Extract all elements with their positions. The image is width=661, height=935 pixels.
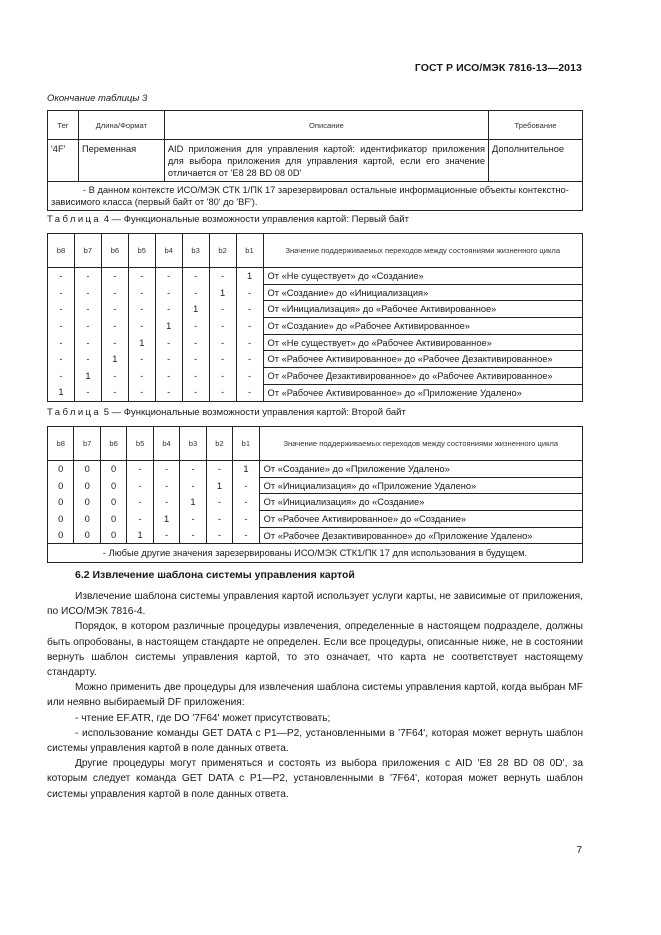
bit-cell: - <box>182 268 209 285</box>
bit-cell: - <box>153 461 179 478</box>
bit-cell: 0 <box>74 477 100 494</box>
bit-cell: - <box>128 284 155 301</box>
bit-cell: 1 <box>236 268 263 285</box>
section-body <box>47 589 583 802</box>
table3-cell-length: Переменная <box>78 140 164 182</box>
bit-header-b5: b5 <box>128 234 155 268</box>
transition-cell: От «Не существует» до «Создание» <box>263 268 583 285</box>
page-number: 7 <box>576 845 582 856</box>
bit-cell: - <box>206 461 232 478</box>
bit-cell: - <box>74 384 101 401</box>
bit-cell: - <box>74 268 101 285</box>
table3-col-length: Длина/Формат <box>78 111 164 140</box>
table-row <box>48 461 583 478</box>
table-3 <box>47 110 583 211</box>
bit-cell: 1 <box>155 318 182 335</box>
bit-cell: - <box>127 477 153 494</box>
bit-cell: - <box>233 494 259 511</box>
bit-cell: - <box>182 384 209 401</box>
bit-cell: - <box>155 368 182 385</box>
table3-cell-description: AID приложения для управления картой: идентификатор приложения для выбора приложения для управления картой, если его значение отличается от 'E8 28 BD 08 0D' <box>164 140 488 182</box>
bit-cell: - <box>128 384 155 401</box>
bit-cell: 1 <box>101 351 128 368</box>
bit-cell: - <box>182 284 209 301</box>
bit-cell: - <box>101 334 128 351</box>
bit-cell: - <box>236 368 263 385</box>
bit-cell: - <box>48 301 75 318</box>
list-item: - чтение EF.ATR, где DO '7F64' может присутствовать; <box>75 712 331 724</box>
bit-cell: 0 <box>100 494 126 511</box>
bit-header-b7: b7 <box>74 234 101 268</box>
bit-cell: - <box>101 368 128 385</box>
bit-cell: 1 <box>233 461 259 478</box>
bit-cell: 1 <box>180 494 206 511</box>
bit-header-b6: b6 <box>100 427 126 461</box>
bit-header-b4: b4 <box>153 427 179 461</box>
table5-header-row <box>48 427 583 461</box>
bit-cell: - <box>236 334 263 351</box>
bit-cell: - <box>209 301 236 318</box>
transition-cell: От «Не существует» до «Рабочее Активированное» <box>263 334 583 351</box>
bit-cell: - <box>127 511 153 528</box>
bit-cell: 1 <box>206 477 232 494</box>
bit-header-b3: b3 <box>182 234 209 268</box>
bit-cell: - <box>153 527 179 544</box>
bit-cell: - <box>48 351 75 368</box>
bit-cell: - <box>48 368 75 385</box>
bit-cell: - <box>155 351 182 368</box>
bit-cell: - <box>206 494 232 511</box>
bit-cell: - <box>236 301 263 318</box>
bit-cell: - <box>48 284 75 301</box>
bit-header-b8: b8 <box>48 427 74 461</box>
table3-cell-tag: '4F' <box>48 140 79 182</box>
table-row <box>48 384 583 401</box>
bit-cell: - <box>101 268 128 285</box>
bit-cell: - <box>128 368 155 385</box>
bit-cell: 1 <box>182 301 209 318</box>
bit-cell: - <box>155 334 182 351</box>
table-row <box>48 334 583 351</box>
bit-cell: - <box>153 477 179 494</box>
bit-cell: - <box>236 284 263 301</box>
bit-header-b1: b1 <box>233 427 259 461</box>
bit-cell: - <box>128 301 155 318</box>
standard-header: ГОСТ Р ИСО/МЭК 7816-13—2013 <box>414 62 582 74</box>
transition-header: Значение поддерживаемых переходов между состояниями жизненного цикла <box>263 234 583 268</box>
transition-cell: От «Рабочее Дезактивированное» до «Приложение Удалено» <box>259 527 582 544</box>
bit-cell: 0 <box>100 477 126 494</box>
table-row <box>48 301 583 318</box>
table4-caption-word: Таблица <box>47 214 102 225</box>
bit-cell: - <box>74 351 101 368</box>
bit-cell: - <box>180 461 206 478</box>
bit-cell: - <box>101 301 128 318</box>
table-row <box>48 511 583 528</box>
bit-header-b7: b7 <box>74 427 100 461</box>
paragraph: Можно применить две процедуры для извлечения шаблона системы управления картой, когда выбран MF или неявно выбираемый DF приложения: <box>47 682 583 709</box>
bit-header-b2: b2 <box>209 234 236 268</box>
table-row <box>48 477 583 494</box>
bit-cell: - <box>127 461 153 478</box>
bit-cell: - <box>233 511 259 528</box>
table-row <box>48 284 583 301</box>
bit-header-b4: b4 <box>155 234 182 268</box>
table4-caption <box>47 214 409 225</box>
bit-cell: - <box>236 384 263 401</box>
bit-cell: - <box>209 334 236 351</box>
bit-header-b3: b3 <box>180 427 206 461</box>
bit-cell: 1 <box>209 284 236 301</box>
bit-cell: - <box>236 318 263 335</box>
table3-col-requirement: Требование <box>489 111 583 140</box>
transition-cell: От «Рабочее Дезактивированное» до «Рабочее Активированное» <box>263 368 583 385</box>
table4-caption-rest: 4 — Функциональные возможности управления картой: Первый байт <box>101 214 409 225</box>
bit-cell: - <box>182 334 209 351</box>
bit-cell: 0 <box>100 461 126 478</box>
bit-cell: - <box>209 368 236 385</box>
bit-cell: - <box>209 351 236 368</box>
bit-cell: - <box>155 268 182 285</box>
table5-note: - Любые другие значения зарезервированы ИСО/МЭК СТК1/ПК 17 для использования в будущем. <box>48 544 583 563</box>
bit-cell: 0 <box>48 511 74 528</box>
table5-body <box>48 461 583 544</box>
bit-cell: 1 <box>127 527 153 544</box>
bit-cell: - <box>155 284 182 301</box>
table3-note-row <box>48 182 583 211</box>
bit-cell: - <box>74 334 101 351</box>
table-row <box>48 140 583 182</box>
bit-cell: - <box>233 477 259 494</box>
bit-cell: 0 <box>48 527 74 544</box>
bit-cell: 1 <box>153 511 179 528</box>
table3-col-tag: Тег <box>48 111 79 140</box>
bit-cell: - <box>180 477 206 494</box>
table4-body <box>48 268 583 402</box>
table5-caption-word: Таблица <box>47 407 102 418</box>
table3-col-description: Описание <box>164 111 488 140</box>
bit-cell: - <box>209 318 236 335</box>
transition-cell: От «Рабочее Активированное» до «Приложение Удалено» <box>263 384 583 401</box>
bit-cell: - <box>236 351 263 368</box>
bit-cell: - <box>127 494 153 511</box>
bit-cell: 0 <box>74 494 100 511</box>
transition-cell: От «Создание» до «Инициализация» <box>263 284 583 301</box>
bit-cell: 0 <box>48 494 74 511</box>
list-item: - использование команды GET DATA с P1—P2, установленными в '7F64', которая может вернуть шаблон системы управления картой в поле данных ответа. <box>47 727 583 755</box>
bit-cell: - <box>74 301 101 318</box>
bit-cell: 0 <box>74 461 100 478</box>
bit-cell: - <box>209 268 236 285</box>
bit-cell: - <box>155 301 182 318</box>
table-row <box>48 351 583 368</box>
bit-cell: 0 <box>74 511 100 528</box>
table3-caption: Окончание таблицы 3 <box>47 93 148 104</box>
bit-header-b8: b8 <box>48 234 75 268</box>
bit-cell: - <box>48 268 75 285</box>
table4-header-row <box>48 234 583 268</box>
bit-cell: 0 <box>100 527 126 544</box>
bit-cell: 1 <box>74 368 101 385</box>
bit-cell: - <box>153 494 179 511</box>
table-row <box>48 318 583 335</box>
bit-cell: - <box>74 284 101 301</box>
bit-cell: - <box>206 511 232 528</box>
table-4 <box>47 233 583 402</box>
bit-cell: - <box>155 384 182 401</box>
bit-cell: - <box>101 318 128 335</box>
table5-note-row <box>48 544 583 563</box>
transition-cell: От «Инициализация» до «Приложение Удалено» <box>259 477 582 494</box>
bit-cell: 1 <box>128 334 155 351</box>
bit-cell: - <box>128 318 155 335</box>
bit-cell: - <box>182 351 209 368</box>
bit-cell: - <box>233 527 259 544</box>
table5-caption <box>47 407 406 418</box>
bit-cell: 0 <box>74 527 100 544</box>
table3-note: - В данном контексте ИСО/МЭК СТК 1/ПК 17 зарезервировал остальные информационные объекты контекстно-зависимого класса (первый байт от '80' до 'BF'). <box>48 182 583 211</box>
bit-cell: 0 <box>48 461 74 478</box>
bit-header-b2: b2 <box>206 427 232 461</box>
paragraph: Порядок, в котором различные процедуры извлечения, определенные в настоящем подразделе, должны быть опробованы, в настоящем стандарте не определен. Если все процедуры, описанные ниже, не в состоянии вернуть шаблон системы управления картой, то это означает, что карта не соответствует настоящему стандарту. <box>47 621 583 679</box>
table3-header-row <box>48 111 583 140</box>
table3-cell-requirement: Дополнительное <box>489 140 583 182</box>
paragraph: Извлечение шаблона системы управления картой использует услуги карты, не зависимые от приложения, по ИСО/МЭК 7816-4. <box>47 591 583 618</box>
bit-cell: - <box>209 384 236 401</box>
bit-cell: - <box>101 384 128 401</box>
bit-cell: - <box>128 268 155 285</box>
bit-cell: - <box>206 527 232 544</box>
bit-cell: - <box>101 284 128 301</box>
bit-cell: - <box>48 334 75 351</box>
table-row <box>48 368 583 385</box>
table-row <box>48 494 583 511</box>
table-5 <box>47 426 583 563</box>
transition-header: Значение поддерживаемых переходов между состояниями жизненного цикла <box>259 427 582 461</box>
section-title: 6.2 Извлечение шаблона системы управления картой <box>75 569 355 581</box>
transition-cell: От «Рабочее Активированное» до «Рабочее Дезактивированное» <box>263 351 583 368</box>
bit-cell: 0 <box>100 511 126 528</box>
bit-cell: - <box>74 318 101 335</box>
bit-cell: 0 <box>48 477 74 494</box>
bit-cell: - <box>180 511 206 528</box>
bit-cell: - <box>182 318 209 335</box>
table-row <box>48 527 583 544</box>
bit-cell: - <box>182 368 209 385</box>
paragraph: Другие процедуры могут применяться и состоять из выбора приложения с AID 'E8 28 BD 08 0D', за которым следует команда GET DATA с P1—P2, установленными в '7F64', которая может вернуть шаблон системы управления картой в поле данных ответа. <box>47 758 583 800</box>
bit-header-b1: b1 <box>236 234 263 268</box>
transition-cell: От «Инициализация» до «Создание» <box>259 494 582 511</box>
bit-cell: 1 <box>48 384 75 401</box>
bit-cell: - <box>128 351 155 368</box>
transition-cell: От «Рабочее Активированное» до «Создание» <box>259 511 582 528</box>
table-row <box>48 268 583 285</box>
bit-cell: - <box>180 527 206 544</box>
table5-caption-rest: 5 — Функциональные возможности управления картой: Второй байт <box>101 407 406 418</box>
transition-cell: От «Создание» до «Рабочее Активированное» <box>263 318 583 335</box>
bit-header-b6: b6 <box>101 234 128 268</box>
bit-cell: - <box>48 318 75 335</box>
bit-header-b5: b5 <box>127 427 153 461</box>
transition-cell: От «Создание» до «Приложение Удалено» <box>259 461 582 478</box>
transition-cell: От «Инициализация» до «Рабочее Активированное» <box>263 301 583 318</box>
